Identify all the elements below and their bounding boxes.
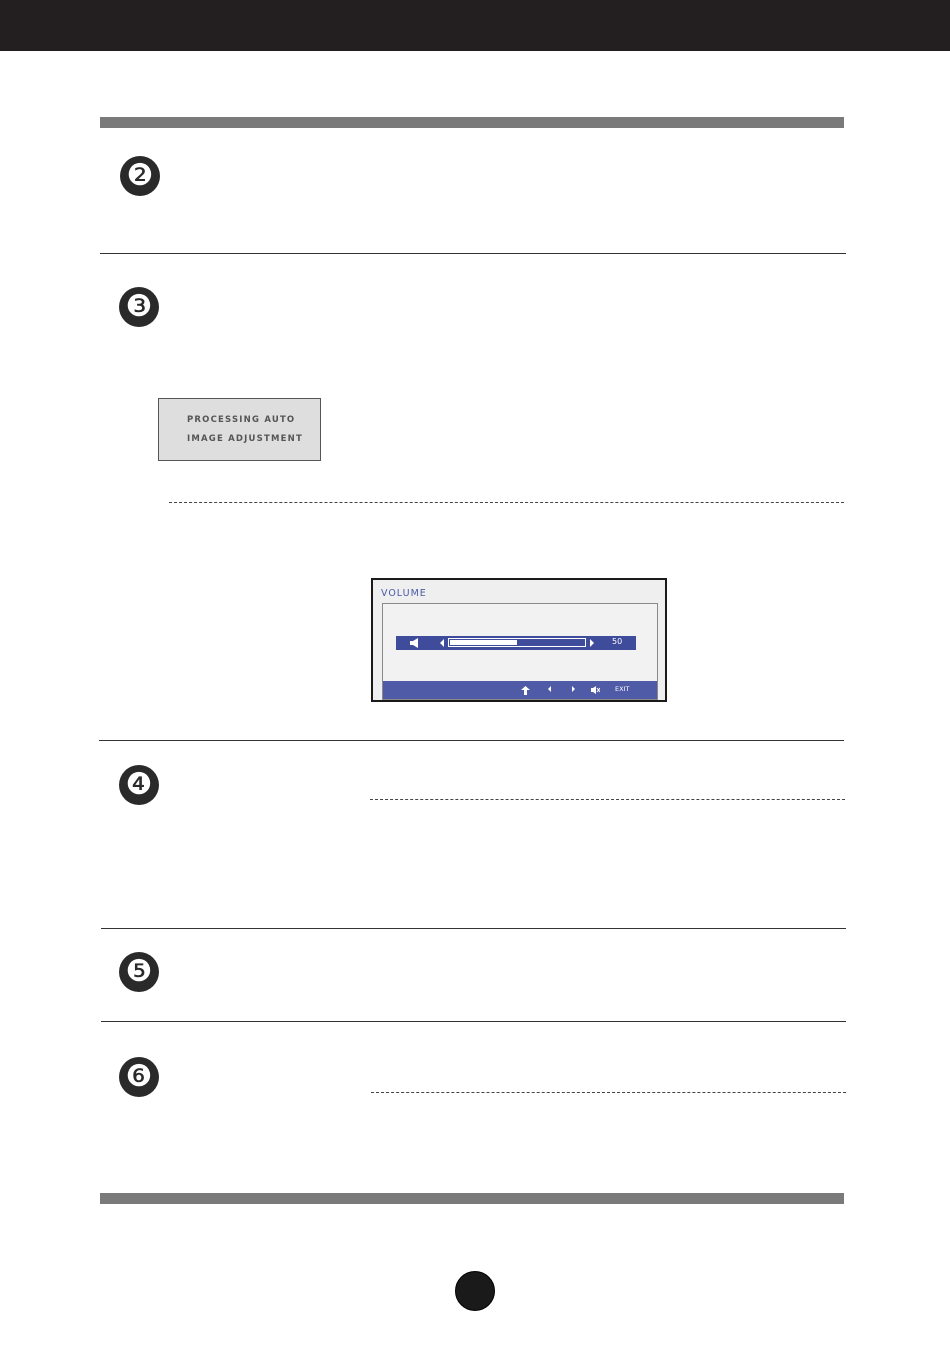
osd-panel	[382, 603, 658, 700]
dashed-separator	[169, 502, 844, 503]
volume-row[interactable]	[396, 636, 636, 650]
exit-label[interactable]: EXIT	[615, 685, 630, 693]
step-number-6: ❻	[119, 1057, 159, 1097]
arrow-left-icon[interactable]	[440, 639, 444, 647]
volume-slider-fill	[450, 640, 517, 645]
arrow-right-icon[interactable]	[590, 639, 594, 647]
processing-line-1: PROCESSING AUTO	[187, 415, 296, 425]
top-section-bar	[100, 117, 844, 128]
dashed-separator	[370, 799, 845, 800]
up-arrow-icon[interactable]	[521, 686, 530, 695]
speaker-icon	[410, 638, 420, 648]
divider-rule	[101, 1021, 846, 1022]
divider-rule	[101, 928, 846, 929]
page-number-badge	[455, 1271, 495, 1311]
volume-slider[interactable]	[448, 638, 586, 647]
step-number-2: ❷	[120, 156, 160, 196]
dashed-separator	[371, 1092, 846, 1093]
osd-button-bar	[383, 681, 657, 699]
processing-message-box	[158, 398, 321, 461]
volume-osd-menu	[371, 578, 667, 702]
volume-value: 50	[612, 637, 623, 646]
divider-rule	[99, 740, 844, 741]
step-number-3: ❸	[119, 287, 159, 327]
osd-title: VOLUME	[381, 588, 427, 599]
divider-rule	[100, 253, 846, 254]
bottom-section-bar	[100, 1193, 844, 1204]
header-band	[0, 0, 950, 51]
right-arrow-icon[interactable]	[572, 686, 575, 692]
mute-speaker-icon[interactable]	[591, 686, 600, 694]
left-arrow-icon[interactable]	[548, 686, 551, 692]
processing-line-2: IMAGE ADJUSTMENT	[187, 434, 303, 444]
step-number-4: ❹	[119, 765, 159, 805]
step-number-5: ❺	[119, 952, 159, 992]
